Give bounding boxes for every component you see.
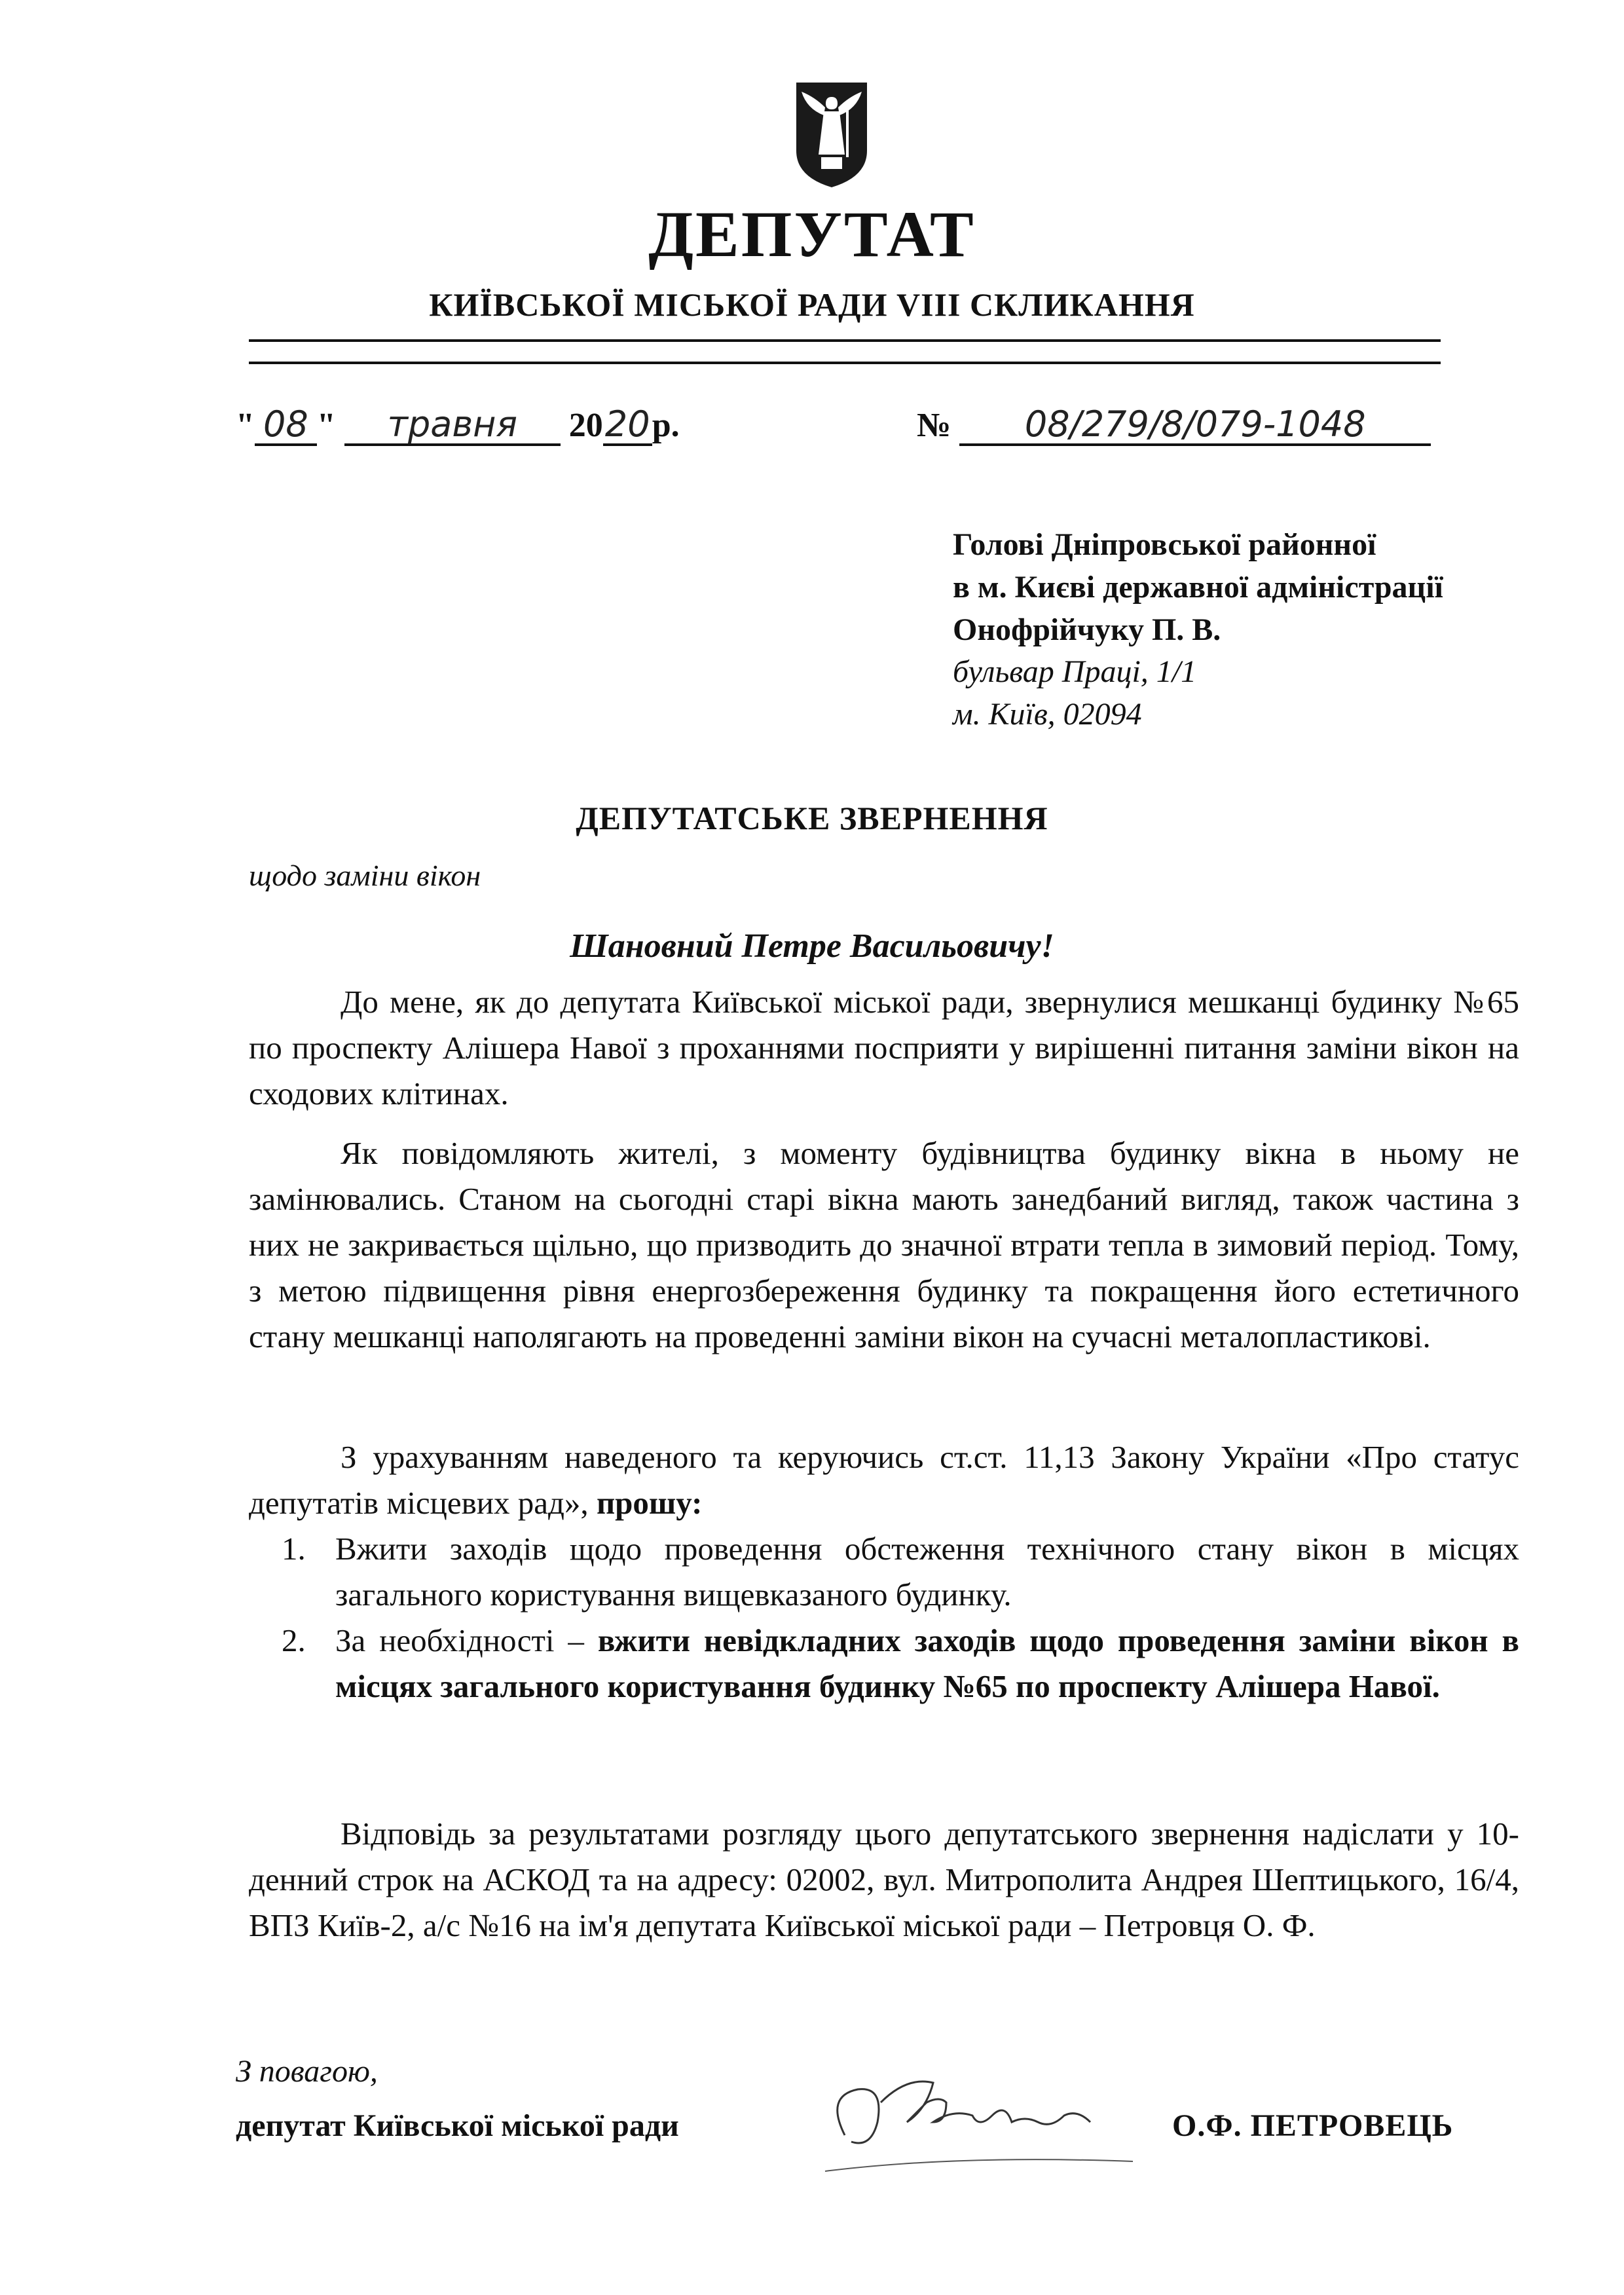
request-keyword: прошу: (596, 1485, 703, 1521)
list-text (335, 1618, 1519, 1709)
header-title: ДЕПУТАТ (648, 198, 976, 271)
body-paragraph (249, 1434, 1519, 1526)
request-list-item (282, 1526, 1519, 1618)
signer-title: депутат Київської міської ради (236, 2108, 679, 2143)
date-month: травня (344, 406, 561, 446)
list-number: 2. (282, 1622, 306, 1658)
header-subtitle: КИЇВСЬКОЇ МІСЬКОЇ РАДИ VIII СКЛИКАННЯ (429, 286, 1195, 323)
date-year-unit: р. (652, 407, 680, 444)
addressee-city: м. Київ, 02094 (953, 697, 1142, 732)
handwritten-signature (819, 2063, 1159, 2174)
addressee-name: Онофрійчуку П. В. (953, 612, 1221, 647)
addressee-line: в м. Києві державної адміністрації (953, 569, 1443, 605)
list-text-plain: За необхідності – (335, 1622, 598, 1658)
list-text-bold: вжити невідкладних заходів щодо проведення заміни вікон в місцях загального користування будинку №65 по проспекту Алішера Навої. (335, 1622, 1519, 1705)
addressee-block (953, 524, 1443, 736)
body-paragraph: До мене, як до депутата Київської міської ради, звернулися мешканці будинку №65 по проспекту Алішера Навої з проханнями посприяти у вирішенні питання заміни вікон на сходових клітинах. (249, 984, 1519, 1112)
salutation: Шановний Петре Васильовичу! (570, 927, 1054, 965)
date-open-quote: " (236, 407, 255, 444)
header-divider (249, 339, 1441, 342)
kyiv-coat-of-arms-icon (792, 79, 871, 190)
reference-number-field (917, 403, 1431, 446)
request-intro: З урахуванням наведеного та керуючись ст.ст. 11,13 Закону України «Про статус депутатів місцевих рад», (249, 1439, 1519, 1521)
body-paragraph: Як повідомляють жителі, з моменту будівництва будинку вікна в ньому не замінювались. Станом на сьогодні старі вікна мають занедбаний вигляд, також частина з них не закривається щільно, що призводить до значної втрати тепла в зимовий період. Тому, з метою підвищення рівня енергозбереження будинку та покращення його естетичного стану мешканці наполягають на проведенні заміни вікон на сучасні металопластикові. (249, 1135, 1519, 1355)
subject-line: щодо заміни вікон (249, 859, 481, 892)
addressee-line: Голові Дніпровської районної (953, 527, 1376, 562)
date-field (236, 403, 680, 446)
number-sign: № (917, 407, 951, 444)
date-close-quote: " (316, 407, 336, 444)
signer-name: О.Ф. ПЕТРОВЕЦЬ (1172, 2108, 1454, 2143)
date-year-prefix: 20 (568, 407, 603, 444)
closing-regards: З повагою, (236, 2054, 378, 2089)
date-day: 08 (255, 406, 317, 446)
date-year-suffix: 20 (603, 406, 652, 446)
body-paragraph: Відповідь за результатами розгляду цього депутатського звернення надіслати у 10-денний строк на АСКОД та на адресу: 02002, вул. Митрополита Андрея Шептицького, 16/4, ВПЗ Київ-2, а/с №16 на ім'я депутата Київської міської ради – Петровця О. Ф. (249, 1816, 1519, 1944)
list-number: 1. (282, 1531, 306, 1567)
request-list-item (282, 1618, 1519, 1709)
addressee-street: бульвар Праці, 1/1 (953, 654, 1197, 690)
header-divider (249, 362, 1441, 364)
reference-number: 08/279/8/079-1048 (959, 406, 1431, 446)
list-text: Вжити заходів щодо проведення обстеження технічного стану вікон в місцях загального користування вищевказаного будинку. (335, 1531, 1519, 1613)
document-title: ДЕПУТАТСЬКЕ ЗВЕРНЕННЯ (576, 800, 1048, 836)
